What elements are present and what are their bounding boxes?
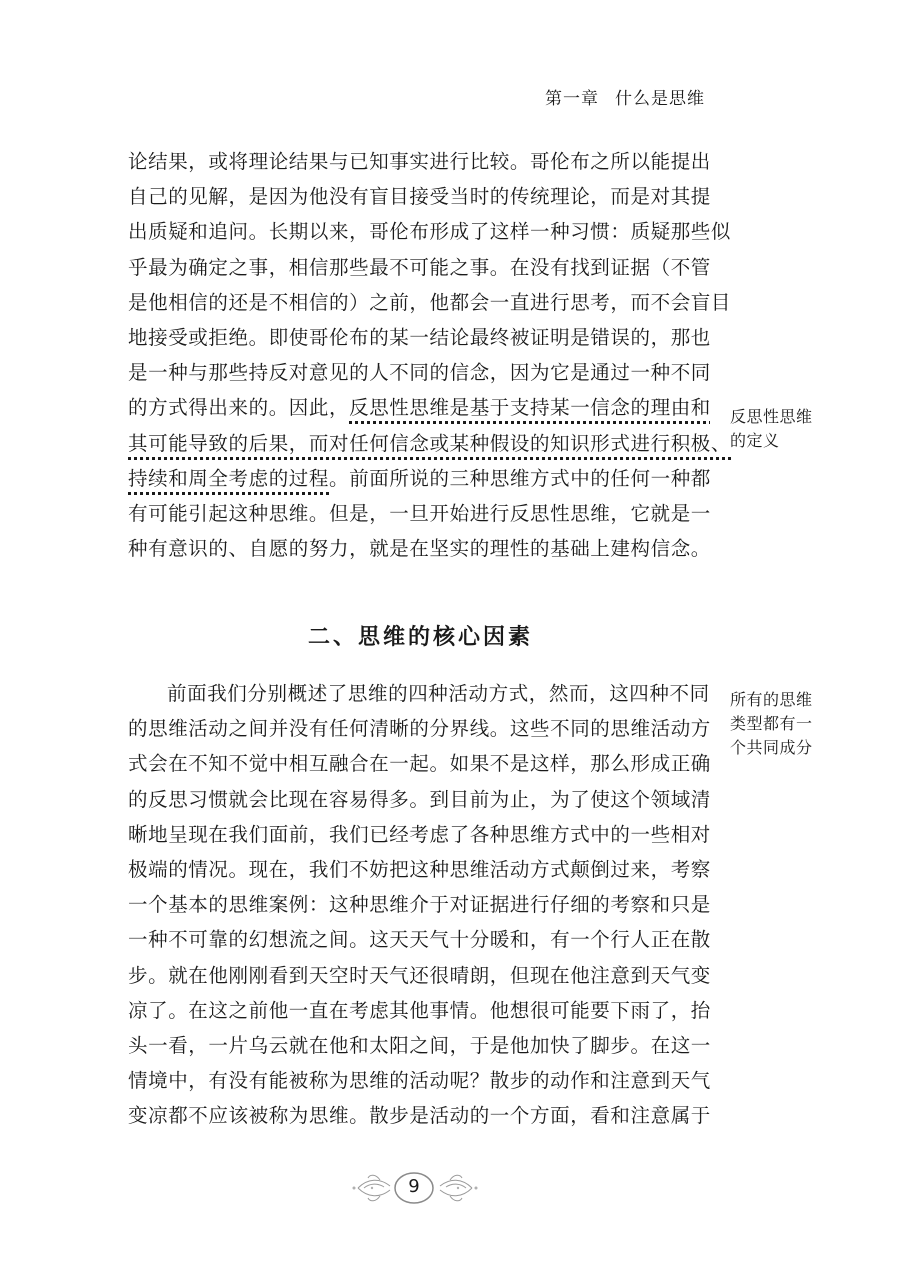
- emphasized-definition: 持续和周全考虑的过程: [128, 466, 330, 490]
- paragraph-columbus: [128, 144, 732, 566]
- margin-note-line: 的定义: [730, 431, 780, 450]
- text-line: 自己的见解，是因为他没有盲目接受当时的传统理论，而是对其提: [128, 185, 711, 209]
- running-header: [545, 84, 705, 109]
- text-line: 凉了。在这之前他一直在考虑其他事情。他想很可能要下雨了，抬: [128, 998, 711, 1022]
- text-line: 变凉都不应该被称为思维。散步是活动的一个方面，看和注意属于: [128, 1104, 711, 1128]
- text-line: 地接受或拒绝。即使哥伦布的某一结论最终被证明是错误的，那也: [128, 326, 711, 350]
- emphasized-definition: 其可能导致的后果，而对任何信念或某种假设的知识形式进行积极、: [128, 431, 732, 455]
- chapter-label: 第一章: [545, 89, 599, 109]
- margin-note-definition: [730, 405, 830, 453]
- text-line: 乎最为确定之事，相信那些最不可能之事。在没有找到证据（不管: [128, 255, 711, 279]
- emphasized-definition: 反思性思维是基于支持某一信念的理由和: [349, 396, 711, 420]
- text-line: 的思维活动之间并没有任何清晰的分界线。这些不同的思维活动方: [128, 717, 711, 741]
- text-line: 是一种与那些持反对意见的人不同的信念，因为它是通过一种不同: [128, 361, 711, 385]
- chapter-title: 什么是思维: [615, 89, 705, 109]
- text-line: 有可能引起这种思维。但是，一旦开始进行反思性思维，它就是一: [128, 502, 711, 526]
- text-segment: 。前面所说的三种思维方式中的任何一种都: [329, 466, 711, 490]
- text-line: [128, 461, 713, 496]
- text-line: 的反思习惯就会比现在容易得多。到目前为止，为了使这个领域清: [128, 787, 711, 811]
- text-line: [128, 426, 732, 461]
- margin-note-line: 所有的思维: [730, 690, 813, 709]
- margin-note-line: 反思性思维: [730, 407, 813, 426]
- text-line: 情境中，有没有能被称为思维的活动呢？散步的动作和注意到天气: [128, 1069, 711, 1093]
- margin-note-common-component: [730, 688, 830, 760]
- text-line: 式会在不知不觉中相互融合在一起。如果不是这样，那么形成正确: [128, 752, 711, 776]
- section-heading: 二、思维的核心因素: [307, 625, 533, 650]
- text-line: 前面我们分别概述了思维的四种活动方式，然而，这四种不同: [167, 682, 710, 705]
- margin-note-line: 类型都有一: [730, 714, 813, 733]
- margin-note-line: 个共同成分: [730, 738, 813, 757]
- text-line: 种有意识的、自愿的努力，就是在坚实的理性的基础上建构信念。: [128, 537, 711, 561]
- text-line: 头一看，一片乌云就在他和太阳之间，于是他加快了脚步。在这一: [128, 1034, 711, 1058]
- text-line: 一个基本的思维案例：这种思维介于对证据进行仔细的考察和只是: [128, 893, 711, 917]
- text-line: 论结果，或将理论结果与已知事实进行比较。哥伦布之所以能提出: [128, 150, 711, 173]
- page-number: 9: [408, 1176, 420, 1197]
- page-footer: [350, 1168, 480, 1208]
- text-line: 是他相信的还是不相信的）之前，他都会一直进行思考，而不会盲目: [128, 290, 732, 314]
- text-line: 一种不可靠的幻想流之间。这天天气十分暖和，有一个行人正在散: [128, 928, 711, 952]
- text-line: 晰地呈现在我们面前，我们已经考虑了各种思维方式中的一些相对: [128, 822, 711, 846]
- paragraph-core-elements: [128, 676, 713, 1134]
- text-line: 极端的情况。现在，我们不妨把这种思维活动方式颠倒过来，考察: [128, 858, 711, 882]
- text-line: 步。就在他刚刚看到天空时天气还很晴朗，但现在他注意到天气变: [128, 963, 711, 987]
- text-line: 出质疑和追问。长期以来，哥伦布形成了这样一种习惯：质疑那些似: [128, 220, 732, 244]
- text-segment: 的方式得出来的。因此，: [128, 396, 350, 420]
- text-line: [128, 390, 713, 425]
